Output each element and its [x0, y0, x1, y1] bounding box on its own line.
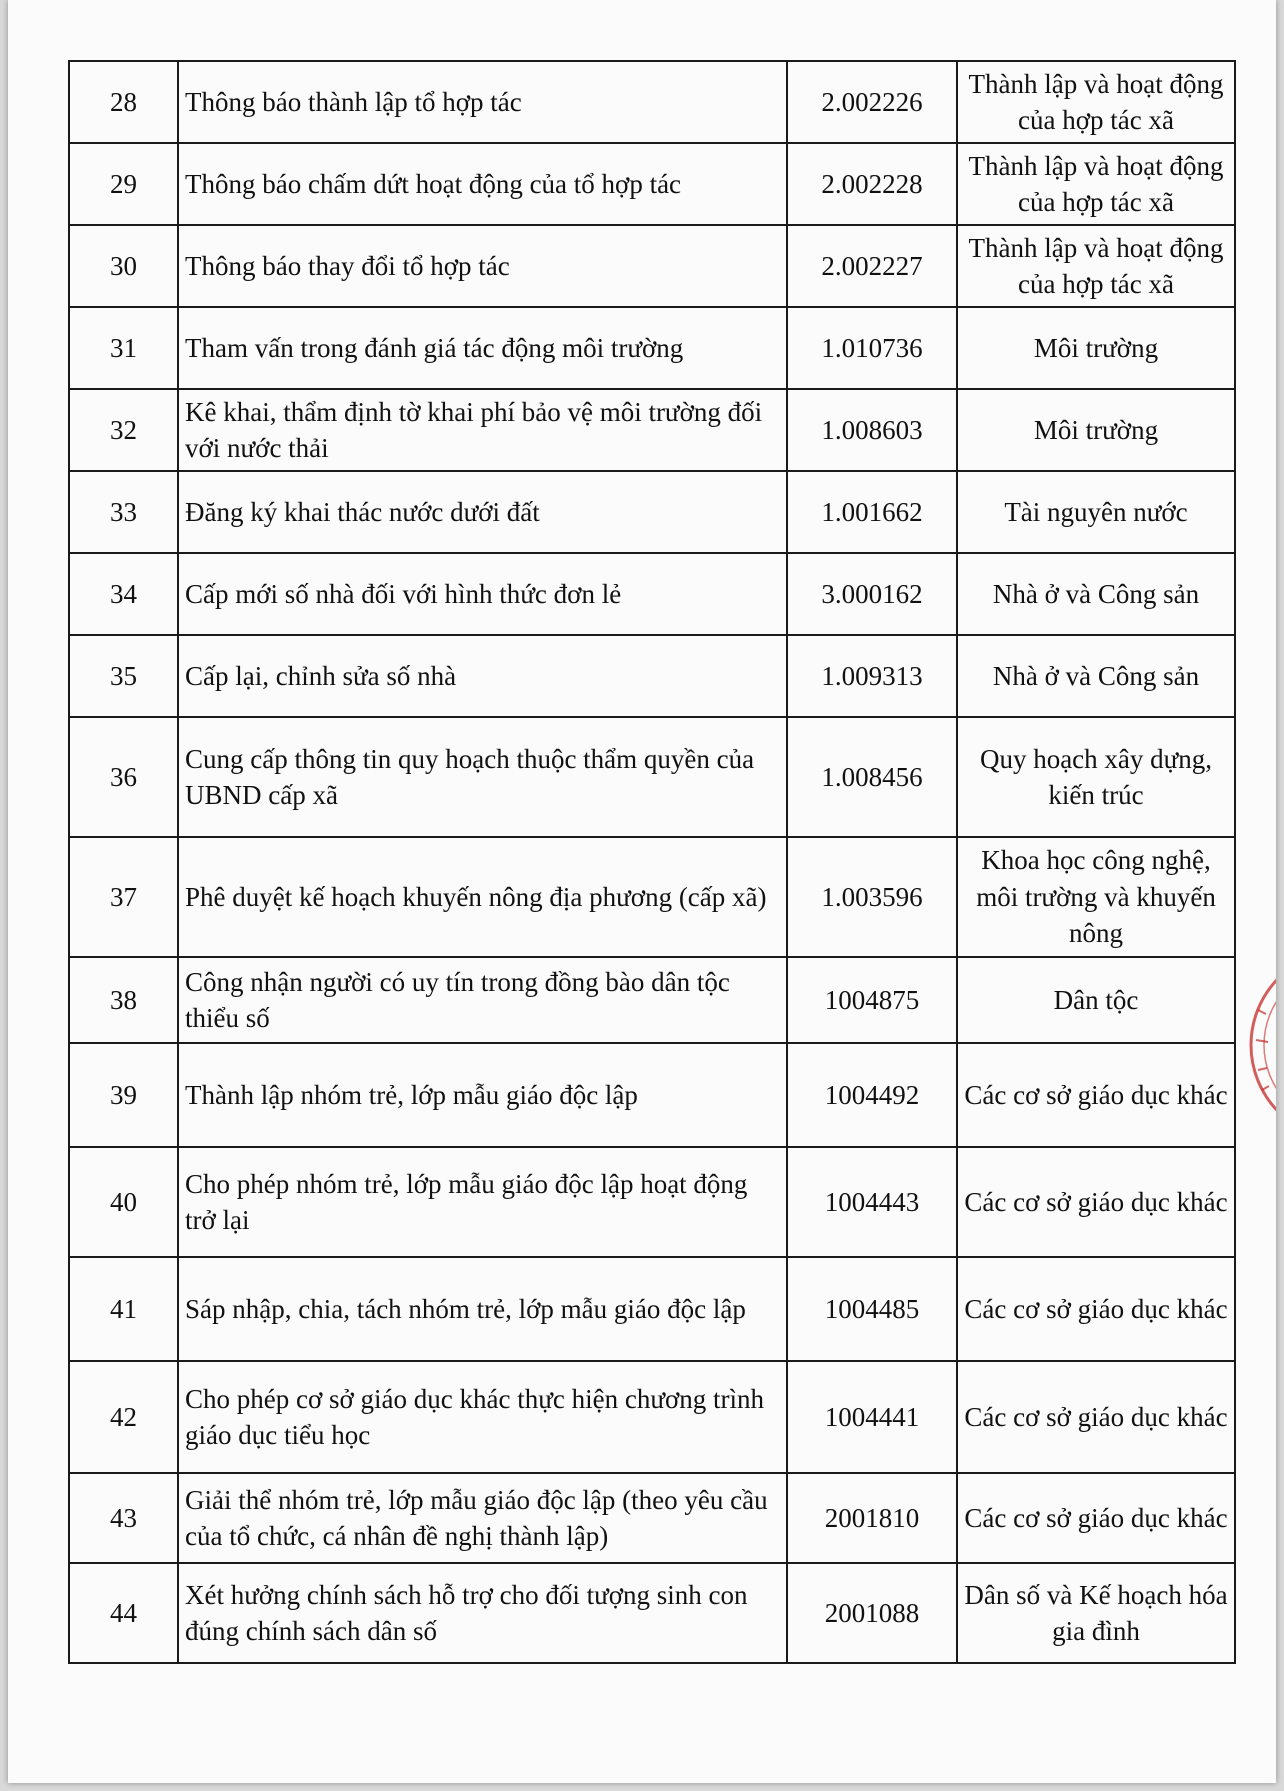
table-row: [69, 389, 1235, 471]
field-cell: Quy hoạch xây dựng, kiến trúc: [957, 717, 1235, 837]
procedure-code-cell: 3.000162: [787, 553, 957, 635]
procedure-code-cell: 2001810: [787, 1473, 957, 1563]
table-row: [69, 837, 1235, 957]
row-number-cell: 35: [69, 635, 178, 717]
procedure-name-cell: Thông báo thành lập tổ hợp tác: [178, 61, 787, 143]
row-number-cell: 34: [69, 553, 178, 635]
row-number-cell: 44: [69, 1563, 178, 1663]
procedure-code-cell: 2.002227: [787, 225, 957, 307]
row-number-cell: 38: [69, 957, 178, 1043]
table-row: [69, 1147, 1235, 1257]
procedure-code-cell: 1.001662: [787, 471, 957, 553]
table-row: [69, 1563, 1235, 1663]
red-seal-stamp-edge: [1236, 950, 1276, 1150]
field-cell: Khoa học công nghệ, môi trường và khuyến nông: [957, 837, 1235, 957]
procedure-name-cell: Cho phép cơ sở giáo dục khác thực hiện chương trình giáo dục tiểu học: [178, 1361, 787, 1473]
procedure-code-cell: 1.009313: [787, 635, 957, 717]
field-cell: Thành lập và hoạt động của hợp tác xã: [957, 143, 1235, 225]
row-number-cell: 32: [69, 389, 178, 471]
procedure-code-cell: 1004492: [787, 1043, 957, 1147]
procedure-name-cell: Giải thể nhóm trẻ, lớp mẫu giáo độc lập (theo yêu cầu của tổ chức, cá nhân đề nghị thành lập): [178, 1473, 787, 1563]
field-cell: Các cơ sở giáo dục khác: [957, 1147, 1235, 1257]
row-number-cell: 43: [69, 1473, 178, 1563]
procedure-name-cell: Cấp lại, chỉnh sửa số nhà: [178, 635, 787, 717]
row-number-cell: 28: [69, 61, 178, 143]
field-cell: Các cơ sở giáo dục khác: [957, 1473, 1235, 1563]
table-row: [69, 1473, 1235, 1563]
field-cell: Các cơ sở giáo dục khác: [957, 1361, 1235, 1473]
field-cell: Môi trường: [957, 307, 1235, 389]
procedure-name-cell: Thông báo chấm dứt hoạt động của tổ hợp tác: [178, 143, 787, 225]
procedure-name-cell: Cung cấp thông tin quy hoạch thuộc thẩm quyền của UBND cấp xã: [178, 717, 787, 837]
table-row: [69, 1361, 1235, 1473]
field-cell: Thành lập và hoạt động của hợp tác xã: [957, 61, 1235, 143]
table-row: [69, 225, 1235, 307]
procedure-code-cell: 2001088: [787, 1563, 957, 1663]
field-cell: Nhà ở và Công sản: [957, 553, 1235, 635]
row-number-cell: 30: [69, 225, 178, 307]
table-row: [69, 61, 1235, 143]
row-number-cell: 41: [69, 1257, 178, 1361]
field-cell: Các cơ sở giáo dục khác: [957, 1257, 1235, 1361]
row-number-cell: 40: [69, 1147, 178, 1257]
procedure-code-cell: 1.008456: [787, 717, 957, 837]
field-cell: Môi trường: [957, 389, 1235, 471]
procedure-code-cell: 1.008603: [787, 389, 957, 471]
row-number-cell: 39: [69, 1043, 178, 1147]
procedure-name-cell: Thông báo thay đổi tổ hợp tác: [178, 225, 787, 307]
procedure-code-cell: 2.002226: [787, 61, 957, 143]
procedure-name-cell: Công nhận người có uy tín trong đồng bào dân tộc thiểu số: [178, 957, 787, 1043]
field-cell: Nhà ở và Công sản: [957, 635, 1235, 717]
table-row: [69, 1257, 1235, 1361]
procedure-name-cell: Cấp mới số nhà đối với hình thức đơn lẻ: [178, 553, 787, 635]
row-number-cell: 33: [69, 471, 178, 553]
field-cell: Dân tộc: [957, 957, 1235, 1043]
table-row: [69, 957, 1235, 1043]
procedure-name-cell: Cho phép nhóm trẻ, lớp mẫu giáo độc lập hoạt động trở lại: [178, 1147, 787, 1257]
table-row: [69, 307, 1235, 389]
procedure-name-cell: Phê duyệt kế hoạch khuyến nông địa phương (cấp xã): [178, 837, 787, 957]
field-cell: Tài nguyên nước: [957, 471, 1235, 553]
procedure-code-cell: 1004441: [787, 1361, 957, 1473]
procedure-name-cell: Xét hưởng chính sách hỗ trợ cho đối tượng sinh con đúng chính sách dân số: [178, 1563, 787, 1663]
procedure-name-cell: Sáp nhập, chia, tách nhóm trẻ, lớp mẫu giáo độc lập: [178, 1257, 787, 1361]
table-row: [69, 717, 1235, 837]
procedure-name-cell: Kê khai, thẩm định tờ khai phí bảo vệ môi trường đối với nước thải: [178, 389, 787, 471]
row-number-cell: 31: [69, 307, 178, 389]
field-cell: Các cơ sở giáo dục khác: [957, 1043, 1235, 1147]
row-number-cell: 36: [69, 717, 178, 837]
row-number-cell: 37: [69, 837, 178, 957]
document-page: [8, 0, 1276, 1783]
procedure-code-cell: 1004443: [787, 1147, 957, 1257]
procedure-name-cell: Thành lập nhóm trẻ, lớp mẫu giáo độc lập: [178, 1043, 787, 1147]
procedure-code-cell: 1.010736: [787, 307, 957, 389]
table-row: [69, 1043, 1235, 1147]
field-cell: Dân số và Kế hoạch hóa gia đình: [957, 1563, 1235, 1663]
procedures-table: [68, 60, 1236, 1664]
procedures-table-body: [69, 61, 1235, 1663]
procedure-code-cell: 2.002228: [787, 143, 957, 225]
table-row: [69, 143, 1235, 225]
procedure-code-cell: 1004875: [787, 957, 957, 1043]
table-row: [69, 635, 1235, 717]
table-row: [69, 471, 1235, 553]
field-cell: Thành lập và hoạt động của hợp tác xã: [957, 225, 1235, 307]
row-number-cell: 29: [69, 143, 178, 225]
table-row: [69, 553, 1235, 635]
procedure-code-cell: 1004485: [787, 1257, 957, 1361]
row-number-cell: 42: [69, 1361, 178, 1473]
procedure-code-cell: 1.003596: [787, 837, 957, 957]
procedure-name-cell: Đăng ký khai thác nước dưới đất: [178, 471, 787, 553]
procedure-name-cell: Tham vấn trong đánh giá tác động môi trường: [178, 307, 787, 389]
